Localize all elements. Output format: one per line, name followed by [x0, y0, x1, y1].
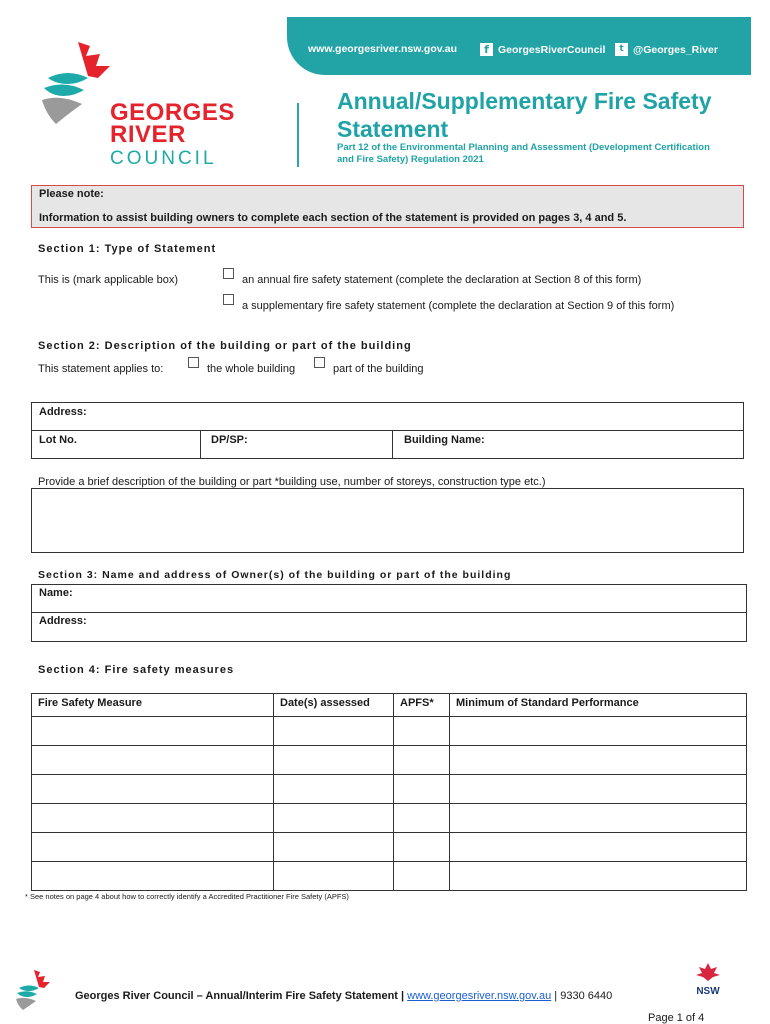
logo-council: COUNCIL	[110, 148, 217, 169]
logo-river: RIVER	[110, 121, 186, 148]
col-standard: Minimum of Standard Performance	[450, 694, 747, 717]
col-apfs: APFS*	[394, 694, 450, 717]
form-subtitle: Part 12 of the Environmental Planning and Assessment (Development Certification and Fire Safety) Regulation 2021	[337, 142, 710, 165]
waratah-icon	[695, 962, 721, 982]
col-dates: Date(s) assessed	[274, 694, 394, 717]
nsw-logo: NSW	[688, 962, 728, 998]
supplementary-checkbox[interactable]	[223, 294, 234, 305]
table-row[interactable]	[32, 717, 747, 746]
section1-prompt: This is (mark applicable box)	[38, 274, 178, 286]
twitter-icon: t	[615, 43, 628, 56]
annual-checkbox[interactable]	[223, 268, 234, 279]
owner-name-field[interactable]	[31, 584, 747, 613]
table-header-row	[32, 694, 747, 717]
form-title: Annual/Supplementary Fire Safety Statement	[337, 88, 712, 142]
dpsp-label: DP/SP:	[211, 434, 248, 446]
apfs-footnote: * See notes on page 4 about how to correctly identify a Accredited Practitioner Fire Safety (APFS)	[25, 892, 349, 901]
note-text: Information to assist building owners to complete each section of the statement is provided on pages 3, 4 and 5.	[39, 212, 627, 224]
building-name-label: Building Name:	[404, 434, 485, 446]
table-row[interactable]	[32, 746, 747, 775]
applies-to-label: This statement applies to:	[38, 363, 164, 375]
building-name-field[interactable]	[392, 430, 744, 459]
annual-option-label: an annual fire safety statement (complete the declaration at Section 8 of this form)	[242, 274, 642, 286]
lot-label: Lot No.	[39, 434, 77, 446]
owner-address-field[interactable]	[31, 612, 747, 642]
twitter-link[interactable]: t @Georges_River	[615, 43, 718, 56]
section1-heading: Section 1: Type of Statement	[38, 243, 217, 255]
supplementary-option-label: a supplementary fire safety statement (complete the declaration at Section 9 of this form)	[242, 300, 675, 312]
footer-website-link[interactable]: www.georgesriver.nsw.gov.au	[407, 990, 552, 1002]
section4-heading: Section 4: Fire safety measures	[38, 664, 235, 676]
owner-address-label: Address:	[39, 615, 87, 627]
whole-building-label: the whole building	[207, 363, 296, 375]
lot-field[interactable]	[31, 430, 201, 459]
table-row[interactable]	[32, 804, 747, 833]
whole-building-checkbox[interactable]	[188, 357, 199, 368]
description-field[interactable]	[31, 488, 744, 553]
table-row[interactable]	[32, 833, 747, 862]
part-building-label: part of the building	[333, 363, 424, 375]
table-row[interactable]	[32, 862, 747, 891]
header-banner	[287, 17, 751, 75]
header-divider	[297, 103, 299, 167]
dragon-logo-icon	[38, 38, 118, 128]
fire-safety-measures-table	[31, 693, 747, 891]
owner-name-label: Name:	[39, 587, 73, 599]
table-row[interactable]	[32, 775, 747, 804]
address-field[interactable]	[31, 402, 744, 431]
note-heading: Please note:	[39, 188, 104, 200]
address-label: Address:	[39, 406, 87, 418]
col-measure: Fire Safety Measure	[32, 694, 274, 717]
website-link[interactable]: www.georgesriver.nsw.gov.au	[308, 43, 457, 55]
please-note-box	[31, 185, 744, 228]
part-building-checkbox[interactable]	[314, 357, 325, 368]
footer-text: Georges River Council – Annual/Interim Fire Safety Statement | www.georgesriver.nsw.gov.au | 9330 6440	[75, 990, 613, 1002]
facebook-link[interactable]: f GeorgesRiverCouncil	[480, 43, 605, 56]
facebook-icon: f	[480, 43, 493, 56]
section2-heading: Section 2: Description of the building or part of the building	[38, 340, 412, 352]
page-number: Page 1 of 4	[648, 1012, 705, 1024]
dpsp-field[interactable]	[200, 430, 393, 459]
logo-georges: GEORGES	[110, 99, 235, 126]
section3-heading: Section 3: Name and address of Owner(s) of the building or part of the building	[38, 569, 512, 581]
footer-dragon-icon	[14, 968, 54, 1010]
description-prompt: Provide a brief description of the building or part *building use, number of storeys, construction type etc.)	[38, 476, 546, 488]
council-logo	[38, 38, 268, 168]
